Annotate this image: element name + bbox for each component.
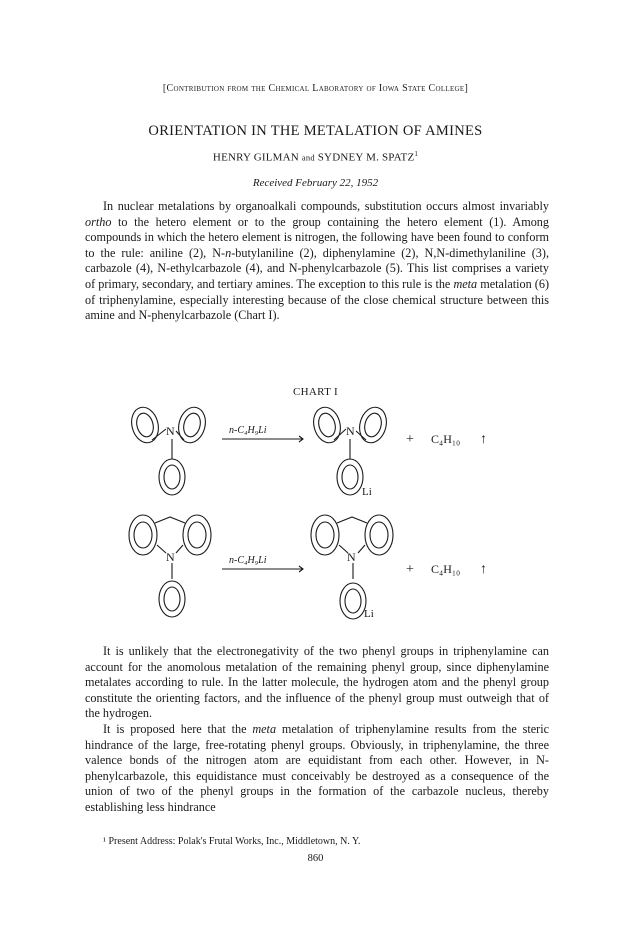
- author-conjunction: and: [301, 152, 315, 163]
- p1-text-c: -butylaniline (2), diphenylamine (2), N,N-dimethylaniline (3), carbazole (4), N-ethylcarbazole (4), and N-phenylcarbazole (5). This list comprises a variety of primary, secondary, and tertiary amines. The exception to this rule is the: [85, 245, 549, 291]
- p1-n: n: [225, 245, 232, 260]
- lithium-label-1: Li: [362, 486, 372, 498]
- article-title: ORIENTATION IN THE METALATION OF AMINES: [148, 123, 483, 139]
- chart-title: CHART I: [293, 386, 338, 398]
- gas-arrow-2: ↑: [480, 562, 487, 577]
- author-line: [0, 150, 631, 164]
- discussion-paragraph-1: It is unlikely that the electronegativity of the two phenyl groups in triphenylamine can account for the anomolous metalation of the remaining phenyl group, since diphenylamine metalates according to rule. In the latter molecule, the hydrogen atom and the phenyl group constitute the orienting factors, and the influence of the phenyl group must outweigh that of the hydrogen.: [85, 644, 549, 721]
- author-footnote-mark: 1: [414, 150, 419, 158]
- p3-text-a: It is proposed here that the: [103, 722, 253, 736]
- p3-meta: meta: [252, 722, 277, 736]
- received-date: Received February 22, 1952: [252, 177, 379, 189]
- plus-sign-1: +: [406, 432, 414, 447]
- plus-sign-2: +: [406, 562, 414, 577]
- butane-label-2: C₄H₁₀: [431, 562, 461, 576]
- page-number: 860: [307, 853, 324, 864]
- discussion-paragraph-2: [85, 722, 549, 816]
- reaction-scheme: [100, 395, 540, 645]
- lithium-label-2: Li: [364, 608, 374, 620]
- n-phenylcarbazole-structure: [129, 515, 211, 617]
- intro-paragraph: [85, 199, 549, 324]
- gas-arrow-1: ↑: [480, 432, 487, 447]
- butane-label-1: C₄H₁₀: [431, 432, 461, 446]
- nitrogen-label-2: N: [346, 424, 355, 438]
- nitrogen-label-1: N: [166, 424, 175, 438]
- metalated-n-phenylcarbazole-structure: [311, 515, 393, 619]
- contribution-header: [0, 83, 631, 94]
- nitrogen-label-3: N: [166, 550, 175, 564]
- contribution-text: [Contribution from the Chemical Laboratory of Iowa State College]: [162, 83, 469, 94]
- footnote: ¹ Present Address: Polak's Frutal Works, Inc., Middletown, N. Y.: [103, 836, 361, 847]
- triphenylamine-structure: [128, 404, 209, 495]
- p1-text-d: metalation (6) of triphenylamine, especially interesting because of the close chemical structure between this amine and N-phenylcarbazole (Chart I).: [85, 276, 550, 323]
- author-spatz: SYDNEY M. SPATZ: [317, 151, 415, 164]
- p1-meta: meta: [453, 276, 478, 291]
- p1-text-a: In nuclear metalations by organoalkali compounds, substitution occurs almost invariably: [103, 199, 549, 213]
- nitrogen-label-4: N: [347, 550, 356, 564]
- reagent-label-1: n-C₄H₉Li: [229, 425, 267, 436]
- author-gilman: HENRY GILMAN: [212, 151, 299, 164]
- p1-text-b: to the hetero element or to the group containing the hetero element (1). Among compounds in which the hetero element is nitrogen, the following have been found to conform to the rule: aniline (2), N-: [85, 214, 549, 260]
- p1-ortho: ortho: [85, 214, 112, 229]
- p3-text-b: metalation of triphenylamine results from the steric hindrance of the large, free-rotating phenyl groups. Obviously, in triphenylamine, the three valence bonds of the nitrogen atom are equidistant from each other. However, in N-phenylcarbazole, this equidistance must conceivably be destroyed as a consequence of the union of two of the phenyl groups in the formation of the carbazole nucleus, thereby establishing less hindrance: [85, 722, 549, 814]
- reagent-label-2: n-C₄H₉Li: [229, 555, 267, 566]
- metalated-triphenylamine-structure: [310, 404, 390, 495]
